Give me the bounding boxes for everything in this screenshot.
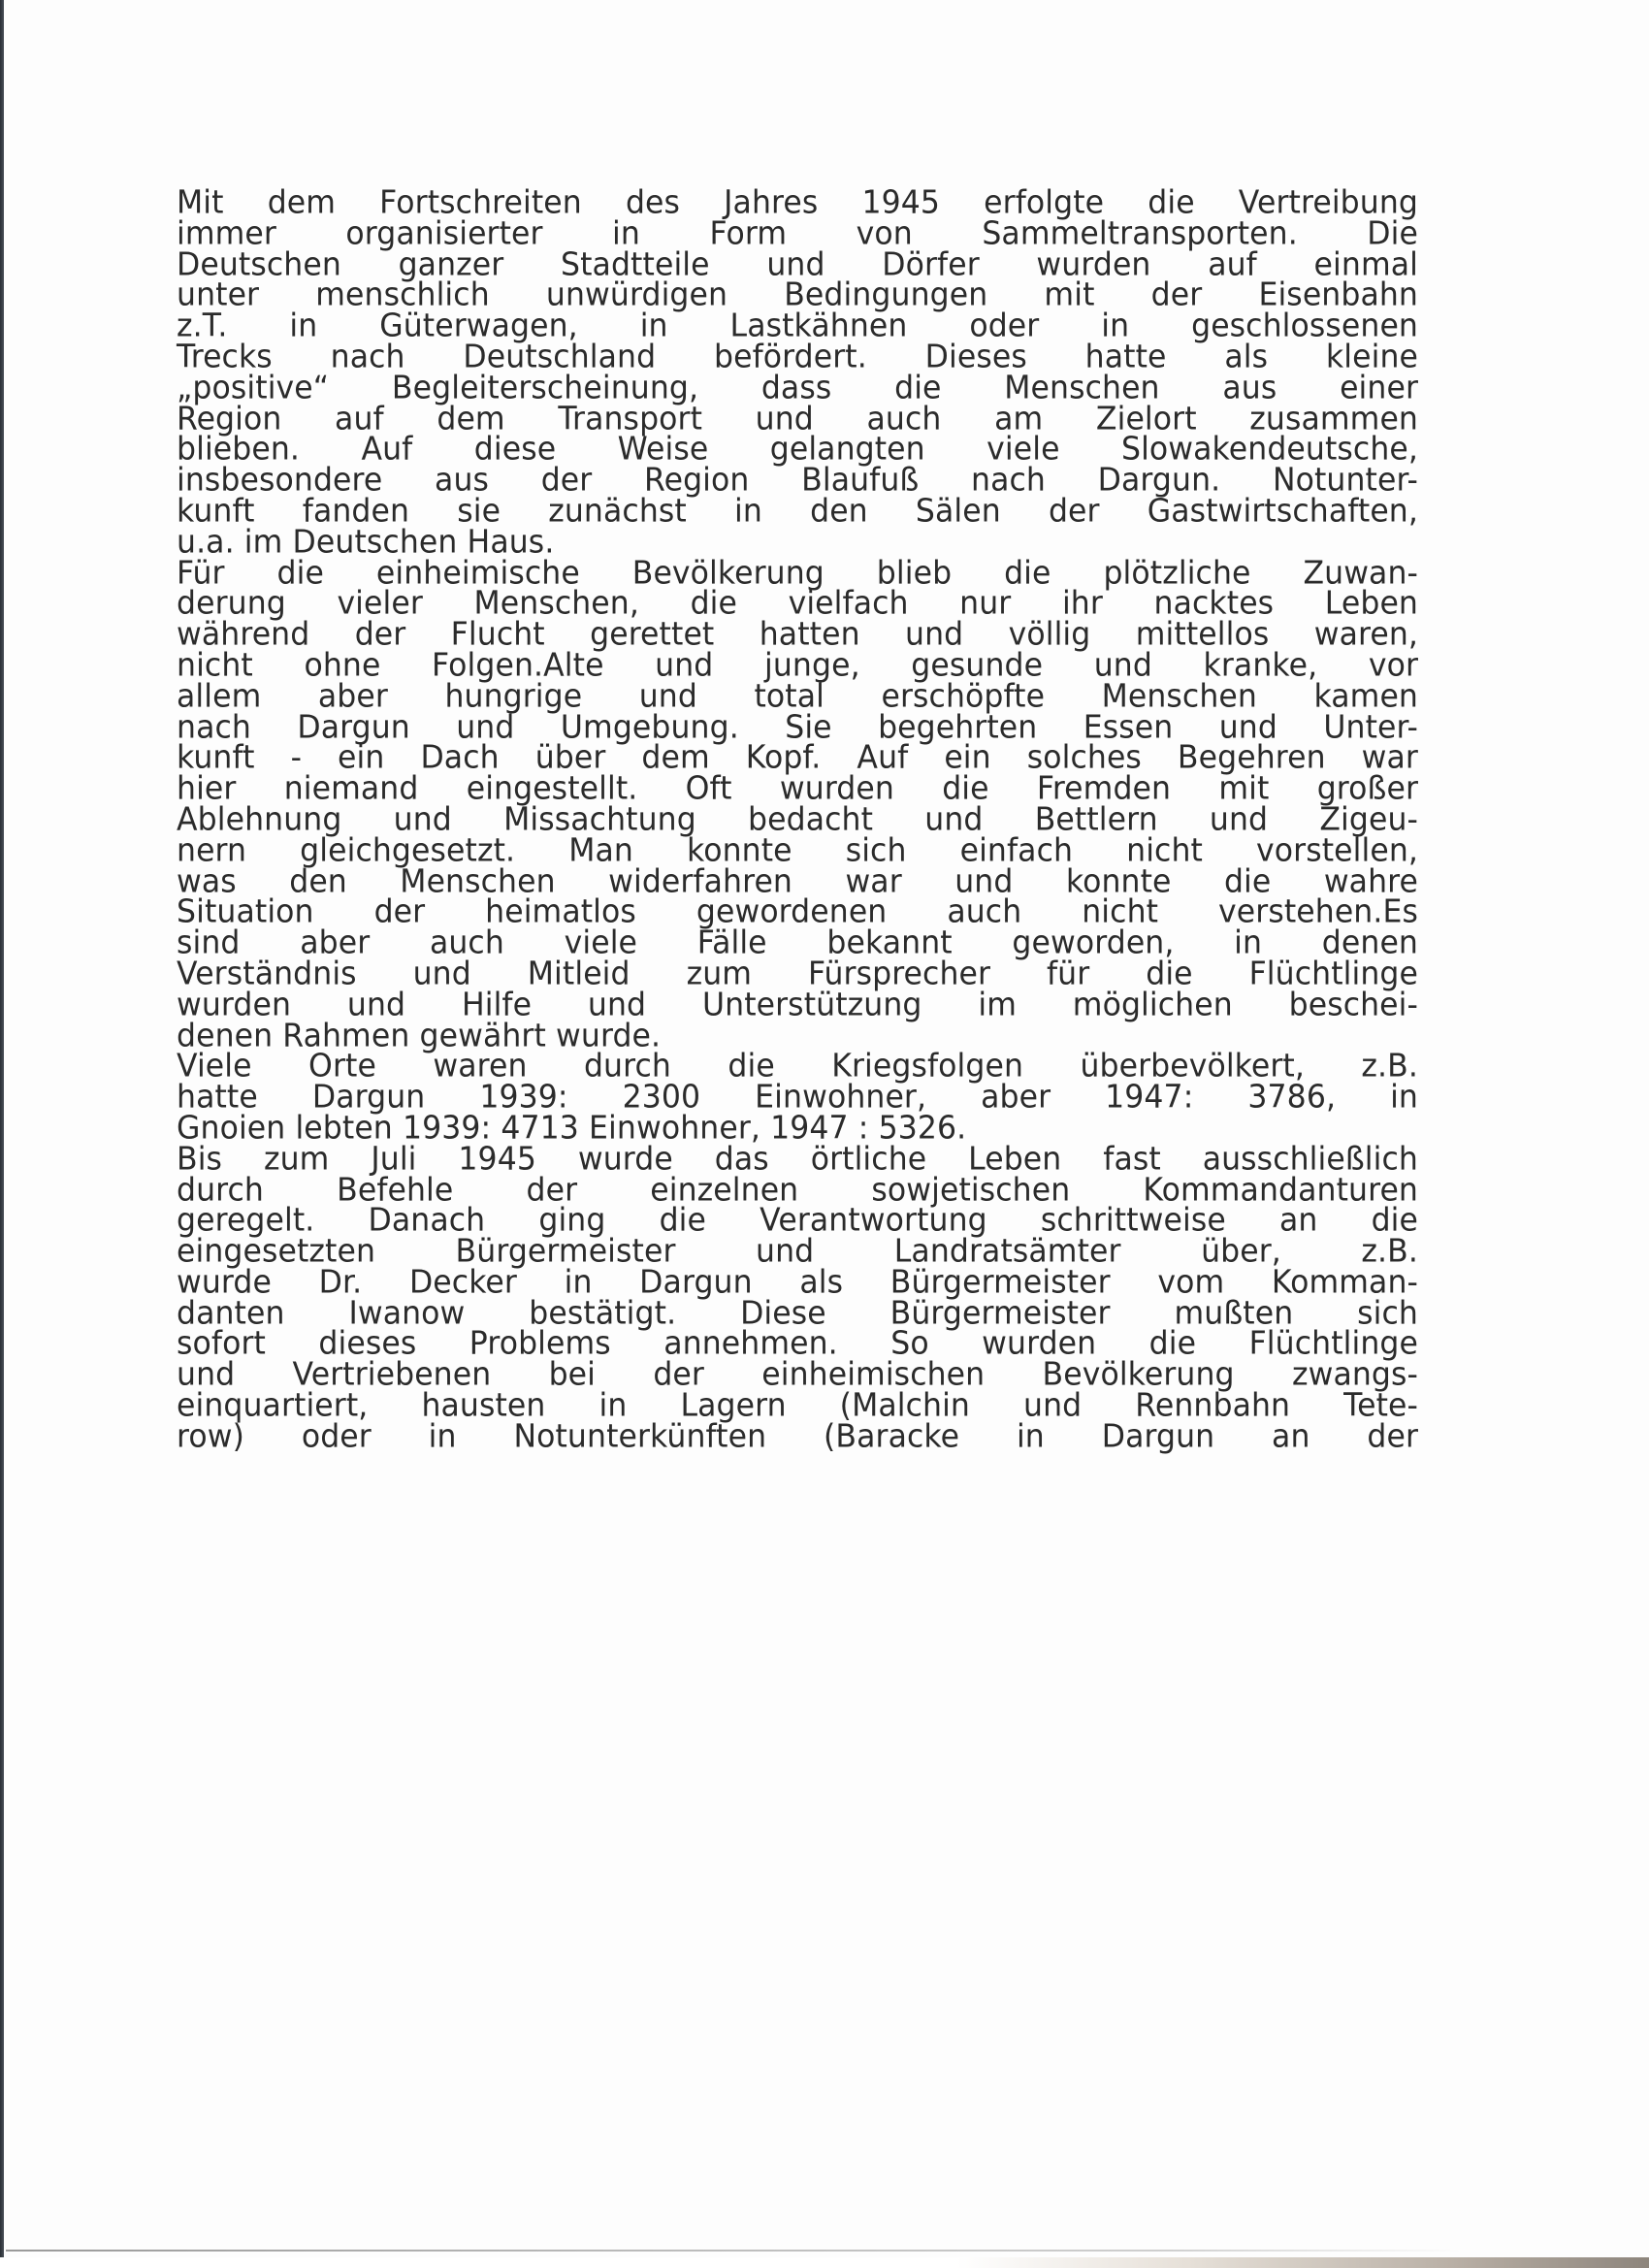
text-line: kunft - ein Dach über dem Kopf. Auf ein solches Begehren war [177, 739, 1418, 777]
text-line: Ablehnung und Missachtung bedacht und Bettlern und Zigeu- [177, 801, 1418, 838]
text-line: blieben. Auf diese Weise gelangten viele Slowakendeutsche, [177, 431, 1418, 469]
text-line: z.T. in Güterwagen, in Lastkähnen oder in geschlossenen [177, 308, 1418, 344]
text-line: u.a. im Deutschen Haus. [177, 524, 555, 561]
text-line: insbesondere aus der Region Blaufuß nach Dargun. Notunter- [177, 462, 1418, 499]
text-line: Situation der heimatlos gewordenen auch nicht verstehen.Es [177, 893, 1418, 931]
scan-page-edge-line [6, 2250, 1461, 2252]
text-line: sofort dieses Problems annehmen. So wurden die Flüchtlinge [177, 1325, 1418, 1363]
text-line: row) oder in Notunterkünften (Baracke in Dargun an der [177, 1418, 1418, 1455]
scan-bottom-shadow [0, 2257, 1649, 2268]
text-line: hatte Dargun 1939: 2300 Einwohner, aber 1947: 3786, in [177, 1079, 1418, 1116]
text-line: nern gleichgesetzt. Man konnte sich einfach nicht vorstellen, [177, 831, 1418, 869]
text-line: sind aber auch viele Fälle bekannt geworden, in denen [177, 924, 1418, 961]
text-line: einquartiert, hausten in Lagern (Malchin und Rennbahn Tete- [177, 1387, 1418, 1424]
text-line: und Vertriebenen bei der einheimischen Bevölkerung zwangs- [177, 1356, 1418, 1393]
text-line: nach Dargun und Umgebung. Sie begehrten Essen und Unter- [177, 708, 1418, 746]
paragraph-4 [177, 1140, 1418, 1455]
text-line: während der Flucht gerettet hatten und völlig mittellos waren, [177, 616, 1418, 653]
paragraph-3 [177, 1048, 1418, 1147]
text-line: immer organisierter in Form von Sammeltransporten. Die [177, 215, 1418, 252]
text-line: eingesetzten Bürgermeister und Landratsämter über, z.B. [177, 1233, 1418, 1270]
text-line: Verständnis und Mitleid zum Fürsprecher für die Flüchtlinge [177, 956, 1418, 992]
text-line: kunft fanden sie zunächst in den Sälen der Gastwirtschaften, [177, 493, 1418, 530]
text-line: denen Rahmen gewährt wurde. [177, 1017, 662, 1054]
text-line: Deutschen ganzer Stadtteile und Dörfer wurden auf einmal [177, 245, 1418, 283]
text-line: danten Iwanow bestätigt. Diese Bürgermeister mußten sich [177, 1294, 1418, 1332]
paragraph-1 [177, 184, 1418, 561]
text-line: Viele Orte waren durch die Kriegsfolgen überbevölkert, z.B. [177, 1048, 1418, 1085]
text-line: „positive“ Begleiterscheinung, dass die Menschen aus einer [177, 370, 1418, 406]
text-line: Mit dem Fortschreiten des Jahres 1945 erfolgte die Vertreibung [177, 184, 1418, 221]
text-line: Region auf dem Transport und auch am Zielort zusammen [177, 400, 1418, 437]
text-line: Gnoien lebten 1939: 4713 Einwohner, 1947 : 5326. [177, 1110, 967, 1147]
text-line: durch Befehle der einzelnen sowjetischen Kommandanturen [177, 1171, 1418, 1209]
document-body [177, 184, 1418, 1455]
text-line: Trecks nach Deutschland befördert. Dieses hatte als kleine [177, 339, 1418, 375]
text-line: hier niemand eingestellt. Oft wurden die Fremden mit großer [177, 770, 1418, 807]
text-line: unter menschlich unwürdigen Bedingungen mit der Eisenbahn [177, 276, 1418, 314]
text-line: Für die einheimische Bevölkerung blieb die plötzliche Zuwan- [177, 554, 1418, 592]
text-line: wurde Dr. Decker in Dargun als Bürgermeister vom Komman- [177, 1264, 1418, 1301]
text-line: wurden und Hilfe und Unterstützung im möglichen beschei- [177, 986, 1418, 1023]
text-line: nicht ohne Folgen.Alte und junge, gesunde und kranke, vor [177, 647, 1418, 684]
text-line: geregelt. Danach ging die Verantwortung schrittweise an die [177, 1202, 1418, 1239]
text-line: was den Menschen widerfahren war und konnte die wahre [177, 862, 1418, 900]
text-line: allem aber hungrige und total erschöpfte Menschen kamen [177, 677, 1418, 715]
scan-edge-shadow [0, 0, 4, 2268]
text-line: derung vieler Menschen, die vielfach nur ihr nacktes Leben [177, 585, 1418, 623]
text-line: Bis zum Juli 1945 wurde das örtliche Leben fast ausschließlich [177, 1140, 1418, 1178]
paragraph-2 [177, 554, 1418, 1054]
